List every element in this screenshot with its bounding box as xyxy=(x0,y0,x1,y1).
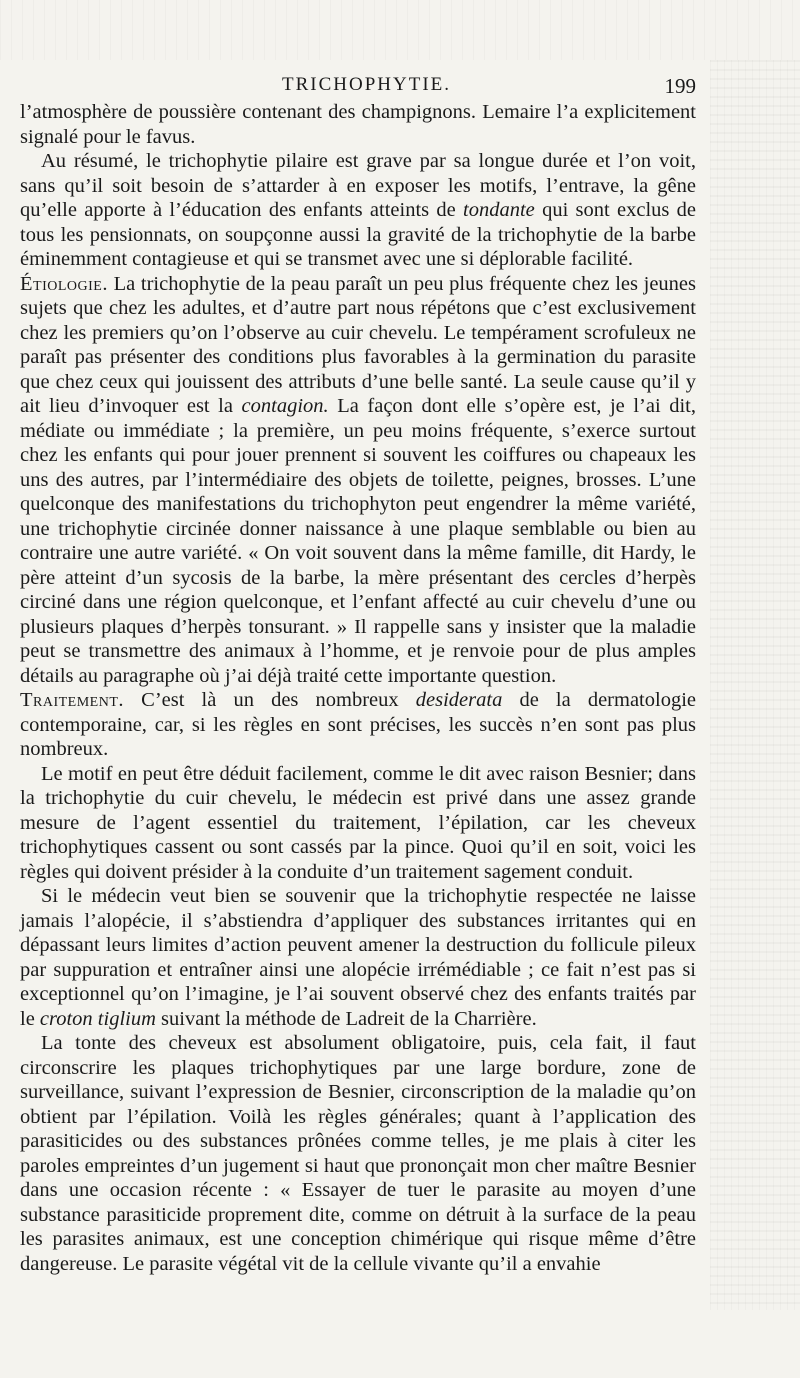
running-header xyxy=(20,70,696,104)
text-run: La façon dont elle s’opère est, je l’ai dit, médiate ou immédiate ; la première, un peu moins fréquente, s’exerce surtout chez les enfants qui pour jouer prennent si souvent les coiffures ou chapeaux les uns des autres, par l’intermédiaire des objets de toilette, peignes, brosses. L’une quelconque des manifestations du trichophyton peut engendrer la même variété, une trichophytie circinée donner naissance à une plaque semblable ou bien au contraire une autre variété. « On voit souvent dans la même famille, dit Hardy, le père atteint d’un sycosis de la barbe, la mère présentant des cercles d’herpès circiné dans une région quelconque, et l’enfant affecté au cuir chevelu d’une ou plusieurs plaques d’herpès tonsurant. » Il rappelle sans y insister que la maladie peut se transmettre des animaux à l’homme, et je renvoie pour de plus amples détails au paragraphe où j’ai déjà traité cette importante question. xyxy=(20,395,696,687)
text-run: Le motif en peut être déduit facilement, comme le dit avec raison Besnier; dans la trichophytie du cuir chevelu, le médecin est privé dans une assez grande mesure de l’agent essentiel du traitement, l’épilation, car les cheveux trichophytiques cassent ou sont cassés par la pince. Quoi qu’il en soit, voici les règles qui doivent présider à la conduite d’un traitement sagement conduit. xyxy=(20,762,696,883)
paragraph xyxy=(20,762,696,885)
scan-noise-top xyxy=(0,0,800,60)
section-heading: Traitement. xyxy=(20,689,125,711)
italic-term: desiderata xyxy=(415,689,503,711)
italic-term: contagion. xyxy=(241,395,329,417)
italic-term: croton tiglium xyxy=(39,1007,156,1030)
section-heading: Étiologie. xyxy=(20,272,108,295)
text-run: La tonte des cheveux est absolument obligatoire, puis, cela fait, il faut circonscrire les plaques trichophytiques par une large bordure, zone de surveillance, suivant l’expression de Besnier, circonscription de la maladie qu’on obtient par l’épilation. Voilà les règles générales; quant à l’application des parasiticides ou des substances prônées comme telles, je me plais à citer les paroles empreintes d’un jugement si haut que prononçait mon cher maître Besnier dans une occasion récente : « Essayer de tuer le parasite au moyen d’une substance parasiticide proprement dite, comme on détruit à la surface de la peau les parasites animaux, est une conception chimérique qui risque même d’être dangereuse. Le parasite végétal vit de la cellule vivante qu’il a envahie xyxy=(20,1032,696,1275)
text-run: de la dermatologie contemporaine, car, si les règles en sont précises, les succès n’en sont pas plus nombreux. xyxy=(20,689,696,760)
paragraph xyxy=(20,688,696,762)
paragraph xyxy=(20,884,696,1031)
text-run: Au résumé, le trichophytie pilaire est grave par sa longue durée et l’on voit, sans qu’il soit besoin de s’attarder à en exposer les motifs, l’entrave, la gêne qu’elle apporte à l’éducation des enfants atteints de xyxy=(20,150,696,221)
body-text xyxy=(20,100,696,1276)
paragraph xyxy=(20,149,696,272)
scan-noise-margin xyxy=(710,60,800,1310)
paragraph xyxy=(20,272,696,689)
text-run: l’atmosphère de poussière contenant des champignons. Lemaire l’a explicitement signalé pour le favus. xyxy=(20,101,696,148)
text-run: suivant la méthode de Ladreit de la Charrière. xyxy=(155,1007,537,1030)
text-run: qui sont exclus de tous les pensionnats, on soupçonne aussi la gravité de la trichophytie de la barbe éminemment contagieuse et qui se transmet avec une si déplorable facilité. xyxy=(20,199,696,270)
italic-term: tondante xyxy=(463,199,535,221)
paragraph xyxy=(20,1031,696,1276)
text-run: C’est là un des nombreux xyxy=(124,689,416,711)
page-number: 199 xyxy=(664,74,696,98)
text-run: Si le médecin veut bien se souvenir que la trichophytie respectée ne laisse jamais l’alopécie, il s’abstiendra d’appliquer des substances irritantes qui en dépassant leurs limites d’action peuvent amener la destruction du follicule pileux par suppuration et entraîner ainsi une alopécie irrémédiable ; ce fait n’est pas si exceptionnel qu’on l’imagine, je l’ai souvent observé chez des enfants traités par le xyxy=(20,885,696,1030)
paragraph xyxy=(20,100,696,149)
text-run: La trichophytie de la peau paraît un peu plus fréquente chez les jeunes sujets que chez les adultes, et d’autre part nous répétons que c’est exclusivement chez les premiers qu’on l’observe au cuir chevelu. Le tempérament scrofuleux ne paraît pas présenter des conditions plus favorables à la germination du parasite que chez ceux qui jouissent des attributs d’une belle santé. La seule cause qu’il y ait lieu d’invoquer est la xyxy=(20,272,696,417)
running-title: TRICHOPHYTIE. xyxy=(282,74,452,95)
